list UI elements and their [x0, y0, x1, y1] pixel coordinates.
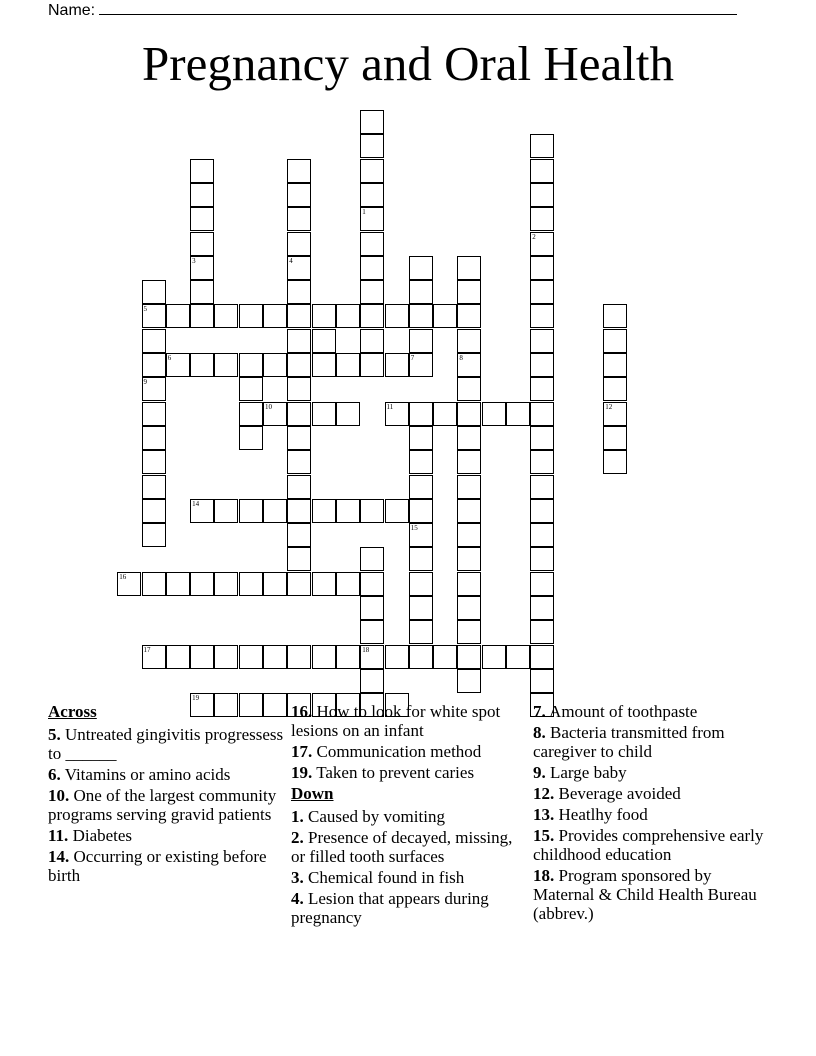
grid-cell[interactable]: [287, 280, 311, 304]
grid-cell[interactable]: [360, 207, 384, 231]
grid-cell[interactable]: [457, 353, 481, 377]
clue-item: [291, 828, 521, 866]
grid-cell[interactable]: [190, 353, 214, 377]
grid-cell[interactable]: [239, 645, 263, 669]
grid-cell[interactable]: [166, 353, 190, 377]
grid-cell[interactable]: [287, 207, 311, 231]
grid-cell[interactable]: [360, 547, 384, 571]
grid-cell[interactable]: [336, 499, 360, 523]
grid-cell[interactable]: [409, 645, 433, 669]
clue-number: 1.: [291, 807, 304, 826]
clues-column-3: [533, 702, 773, 925]
grid-cell[interactable]: [190, 256, 214, 280]
grid-cell[interactable]: [214, 499, 238, 523]
grid-cell[interactable]: [530, 547, 554, 571]
grid-cell[interactable]: [142, 475, 166, 499]
clue-number: 17.: [291, 742, 313, 761]
grid-cell[interactable]: [603, 426, 627, 450]
grid-cell[interactable]: [409, 280, 433, 304]
grid-cell[interactable]: [239, 353, 263, 377]
clue-text: Chemical found in fish: [303, 868, 465, 887]
grid-cell[interactable]: [530, 183, 554, 207]
clue-item: [48, 725, 286, 763]
grid-cell[interactable]: [530, 280, 554, 304]
grid-cell[interactable]: [142, 499, 166, 523]
grid-cell[interactable]: [336, 645, 360, 669]
grid-cell[interactable]: [263, 572, 287, 596]
grid-cell[interactable]: [457, 377, 481, 401]
clue-item: [48, 786, 286, 824]
grid-cell[interactable]: [142, 377, 166, 401]
clue-item: [291, 763, 521, 782]
grid-cell[interactable]: [360, 645, 384, 669]
clue-item: [48, 847, 286, 885]
grid-cell[interactable]: [312, 304, 336, 328]
clue-item: [533, 763, 773, 782]
grid-cell[interactable]: [530, 304, 554, 328]
grid-cell[interactable]: [457, 304, 481, 328]
clue-text: Diabetes: [68, 826, 133, 845]
grid-cell[interactable]: [239, 377, 263, 401]
grid-cell[interactable]: [457, 547, 481, 571]
clue-item: [533, 866, 773, 923]
grid-cell[interactable]: [457, 499, 481, 523]
grid-cell[interactable]: [482, 402, 506, 426]
grid-cell[interactable]: [239, 572, 263, 596]
grid-cell[interactable]: [433, 402, 457, 426]
grid-cell[interactable]: [603, 402, 627, 426]
grid-cell[interactable]: [409, 620, 433, 644]
clue-text: Beverage avoided: [554, 784, 681, 803]
grid-cell[interactable]: [287, 256, 311, 280]
grid-cell[interactable]: [409, 353, 433, 377]
clue-text: Large baby: [545, 763, 627, 782]
grid-cell[interactable]: [530, 232, 554, 256]
grid-cell[interactable]: [530, 134, 554, 158]
grid-cell[interactable]: [166, 304, 190, 328]
grid-cell[interactable]: [142, 426, 166, 450]
clue-number: 19.: [291, 763, 313, 782]
grid-cell[interactable]: [312, 402, 336, 426]
grid-cell[interactable]: [409, 329, 433, 353]
clue-text: Vitamins or amino acids: [60, 765, 231, 784]
cell-number: 7: [410, 354, 415, 362]
grid-cell[interactable]: [287, 572, 311, 596]
grid-cell[interactable]: [530, 256, 554, 280]
grid-cell[interactable]: [142, 402, 166, 426]
clue-text: Bacteria transmitted from caregiver to child: [533, 723, 725, 761]
grid-cell[interactable]: [360, 620, 384, 644]
grid-cell[interactable]: [166, 572, 190, 596]
grid-cell[interactable]: [287, 304, 311, 328]
grid-cell[interactable]: [409, 450, 433, 474]
grid-cell[interactable]: [190, 183, 214, 207]
grid-cell[interactable]: [360, 304, 384, 328]
grid-cell[interactable]: [457, 572, 481, 596]
grid-cell[interactable]: [530, 475, 554, 499]
grid-cell[interactable]: [603, 353, 627, 377]
clue-number: 5.: [48, 725, 61, 744]
cell-number: 4: [289, 256, 293, 265]
grid-cell[interactable]: [360, 329, 384, 353]
clue-item: [48, 765, 286, 784]
grid-cell[interactable]: [239, 304, 263, 328]
grid-cell[interactable]: [530, 159, 554, 183]
clue-number: 9.: [533, 763, 546, 782]
grid-cell[interactable]: [287, 426, 311, 450]
grid-cell[interactable]: [142, 304, 166, 328]
clue-number: 15.: [533, 826, 555, 845]
grid-cell[interactable]: [312, 572, 336, 596]
grid-cell[interactable]: [603, 377, 627, 401]
grid-cell[interactable]: [433, 304, 457, 328]
grid-cell[interactable]: [287, 183, 311, 207]
grid-cell[interactable]: [603, 304, 627, 328]
grid-cell[interactable]: [530, 377, 554, 401]
grid-cell[interactable]: [142, 572, 166, 596]
grid-cell[interactable]: [360, 110, 384, 134]
grid-cell[interactable]: [530, 207, 554, 231]
grid-cell[interactable]: [336, 304, 360, 328]
cell-number: 11: [386, 402, 394, 411]
grid-cell[interactable]: [239, 499, 263, 523]
grid-cell[interactable]: [409, 402, 433, 426]
grid-cell[interactable]: [530, 596, 554, 620]
clue-item: [533, 805, 773, 824]
grid-cell[interactable]: [457, 402, 481, 426]
grid-cell[interactable]: [263, 402, 287, 426]
grid-cell[interactable]: [530, 353, 554, 377]
clue-text: Provides comprehensive early childhood education: [533, 826, 764, 864]
clue-text: Program sponsored by Maternal & Child Health Bureau (abbrev.): [533, 866, 757, 923]
grid-cell[interactable]: [214, 645, 238, 669]
clue-number: 11.: [48, 826, 69, 845]
cell-number: 1: [362, 208, 366, 217]
cell-number: 18: [362, 645, 370, 654]
clues-column-1: [48, 702, 286, 887]
clue-number: 10.: [48, 786, 70, 805]
grid-cell[interactable]: [530, 523, 554, 547]
grid-cell[interactable]: [530, 572, 554, 596]
clue-item: [291, 807, 521, 826]
grid-cell[interactable]: [142, 353, 166, 377]
grid-cell[interactable]: [530, 329, 554, 353]
clue-item: [291, 702, 521, 740]
grid-cell[interactable]: [214, 353, 238, 377]
clue-number: 12.: [533, 784, 555, 803]
grid-cell[interactable]: [506, 402, 530, 426]
grid-cell[interactable]: [409, 426, 433, 450]
grid-cell[interactable]: [409, 256, 433, 280]
clue-text: Occurring or existing before birth: [48, 847, 267, 885]
cell-number: 16: [119, 572, 127, 581]
clue-number: 6.: [48, 765, 61, 784]
grid-cell[interactable]: [360, 256, 384, 280]
grid-cell[interactable]: [287, 499, 311, 523]
cell-number: 19: [192, 694, 200, 703]
clue-item: [48, 826, 286, 845]
grid-cell[interactable]: [457, 669, 481, 693]
grid-cell[interactable]: [385, 353, 409, 377]
clue-text: How to look for white spot lesions on an infant: [291, 702, 501, 740]
grid-cell[interactable]: [336, 402, 360, 426]
grid-cell[interactable]: [190, 499, 214, 523]
grid-cell[interactable]: [409, 596, 433, 620]
grid-cell[interactable]: [142, 450, 166, 474]
grid-cell[interactable]: [433, 645, 457, 669]
grid-cell[interactable]: [530, 450, 554, 474]
clue-text: Amount of toothpaste: [545, 702, 698, 721]
clue-text: Caused by vomiting: [303, 807, 445, 826]
clue-text: Untreated gingivitis progressess to ______: [48, 725, 284, 763]
grid-cell[interactable]: [457, 475, 481, 499]
cell-number: 14: [192, 499, 200, 508]
grid-cell[interactable]: [190, 572, 214, 596]
clues-column-2: [291, 702, 521, 929]
grid-cell[interactable]: [214, 572, 238, 596]
page-title: Pregnancy and Oral Health: [142, 36, 674, 91]
grid-cell[interactable]: [142, 645, 166, 669]
grid-cell[interactable]: [409, 475, 433, 499]
grid-cell[interactable]: [287, 353, 311, 377]
grid-cell[interactable]: [506, 645, 530, 669]
grid-cell[interactable]: [263, 499, 287, 523]
clue-text: Presence of decayed, missing, or filled tooth surfaces: [291, 828, 513, 866]
clue-number: 14.: [48, 847, 70, 866]
grid-cell[interactable]: [530, 426, 554, 450]
cell-number: 2: [532, 232, 536, 241]
grid-cell[interactable]: [287, 450, 311, 474]
grid-cell[interactable]: [385, 499, 409, 523]
cell-number: 12: [605, 402, 613, 411]
cell-number: 17: [143, 645, 151, 654]
grid-cell[interactable]: [409, 523, 433, 547]
grid-cell[interactable]: [287, 329, 311, 353]
clue-number: 7.: [533, 702, 546, 721]
clue-item: [291, 742, 521, 761]
grid-cell[interactable]: [142, 329, 166, 353]
grid-cell[interactable]: [190, 280, 214, 304]
grid-cell[interactable]: [530, 645, 554, 669]
grid-cell[interactable]: [409, 304, 433, 328]
grid-cell[interactable]: [312, 499, 336, 523]
grid-cell[interactable]: [360, 572, 384, 596]
grid-cell[interactable]: [603, 450, 627, 474]
grid-cell[interactable]: [312, 353, 336, 377]
grid-cell[interactable]: [360, 232, 384, 256]
grid-cell[interactable]: [190, 159, 214, 183]
grid-cell[interactable]: [142, 523, 166, 547]
grid-cell[interactable]: [190, 232, 214, 256]
grid-cell[interactable]: [457, 450, 481, 474]
clue-item: [291, 889, 521, 927]
grid-cell[interactable]: [457, 596, 481, 620]
grid-cell[interactable]: [117, 572, 141, 596]
cell-number: 15: [410, 524, 418, 533]
clue-number: 3.: [291, 868, 304, 887]
grid-cell[interactable]: [190, 645, 214, 669]
clue-text: Communication method: [312, 742, 482, 761]
grid-cell[interactable]: [409, 547, 433, 571]
grid-cell[interactable]: [360, 134, 384, 158]
grid-cell[interactable]: [530, 402, 554, 426]
clue-item: [533, 784, 773, 803]
grid-cell[interactable]: [457, 523, 481, 547]
grid-cell[interactable]: [409, 572, 433, 596]
down-heading: Down: [291, 784, 334, 803]
clue-item: [291, 868, 521, 887]
grid-cell[interactable]: [190, 304, 214, 328]
grid-cell[interactable]: [166, 645, 190, 669]
grid-cell[interactable]: [530, 669, 554, 693]
grid-cell[interactable]: [385, 304, 409, 328]
grid-cell[interactable]: [457, 329, 481, 353]
grid-cell[interactable]: [287, 547, 311, 571]
grid-cell[interactable]: [190, 207, 214, 231]
grid-cell[interactable]: [360, 499, 384, 523]
grid-cell[interactable]: [214, 304, 238, 328]
clue-text: One of the largest community programs serving gravid patients: [48, 786, 277, 824]
grid-cell[interactable]: [603, 329, 627, 353]
grid-cell[interactable]: [457, 645, 481, 669]
grid-cell[interactable]: [336, 353, 360, 377]
grid-cell[interactable]: [239, 426, 263, 450]
grid-cell[interactable]: [385, 645, 409, 669]
clue-text: Lesion that appears during pregnancy: [291, 889, 489, 927]
grid-cell[interactable]: [263, 645, 287, 669]
grid-cell[interactable]: [482, 645, 506, 669]
clue-item: [533, 702, 773, 721]
clue-item: [533, 723, 773, 761]
grid-cell[interactable]: [360, 669, 384, 693]
across-heading: Across: [48, 702, 97, 721]
clue-text: Taken to prevent caries: [312, 763, 475, 782]
cell-number: 9: [143, 378, 147, 387]
grid-cell[interactable]: [287, 377, 311, 401]
clue-number: 8.: [533, 723, 546, 742]
grid-cell[interactable]: [287, 645, 311, 669]
grid-cell[interactable]: [287, 232, 311, 256]
grid-cell[interactable]: [360, 596, 384, 620]
name-label: Name:: [48, 2, 96, 19]
clue-number: 4.: [291, 889, 304, 908]
grid-cell[interactable]: [287, 475, 311, 499]
grid-cell[interactable]: [409, 499, 433, 523]
grid-cell[interactable]: [530, 620, 554, 644]
grid-cell[interactable]: [312, 329, 336, 353]
grid-cell[interactable]: [530, 499, 554, 523]
grid-cell[interactable]: [457, 620, 481, 644]
cell-number: 5: [143, 305, 147, 314]
grid-cell[interactable]: [312, 645, 336, 669]
grid-cell[interactable]: [457, 280, 481, 304]
grid-cell[interactable]: [385, 402, 409, 426]
cell-number: 6: [167, 354, 172, 362]
clue-text: Heatlhy food: [554, 805, 648, 824]
grid-cell[interactable]: [360, 159, 384, 183]
clue-number: 18.: [533, 866, 555, 885]
grid-cell[interactable]: [457, 426, 481, 450]
clue-number: 2.: [291, 828, 304, 847]
cell-number: 8: [459, 354, 463, 362]
cell-number: 10: [265, 402, 272, 411]
grid-cell[interactable]: [287, 523, 311, 547]
grid-cell[interactable]: [239, 402, 263, 426]
grid-cell[interactable]: [360, 280, 384, 304]
grid-cell[interactable]: [287, 159, 311, 183]
grid-cell[interactable]: [263, 353, 287, 377]
clue-number: 13.: [533, 805, 555, 824]
clue-number: 16.: [291, 702, 313, 721]
cell-number: 3: [192, 256, 196, 265]
clue-item: [533, 826, 773, 864]
grid-cell[interactable]: [287, 402, 311, 426]
grid-cell[interactable]: [263, 304, 287, 328]
grid-cell[interactable]: [360, 183, 384, 207]
grid-cell[interactable]: [142, 280, 166, 304]
grid-cell[interactable]: [336, 572, 360, 596]
grid-cell[interactable]: [457, 256, 481, 280]
grid-cell[interactable]: [360, 353, 384, 377]
